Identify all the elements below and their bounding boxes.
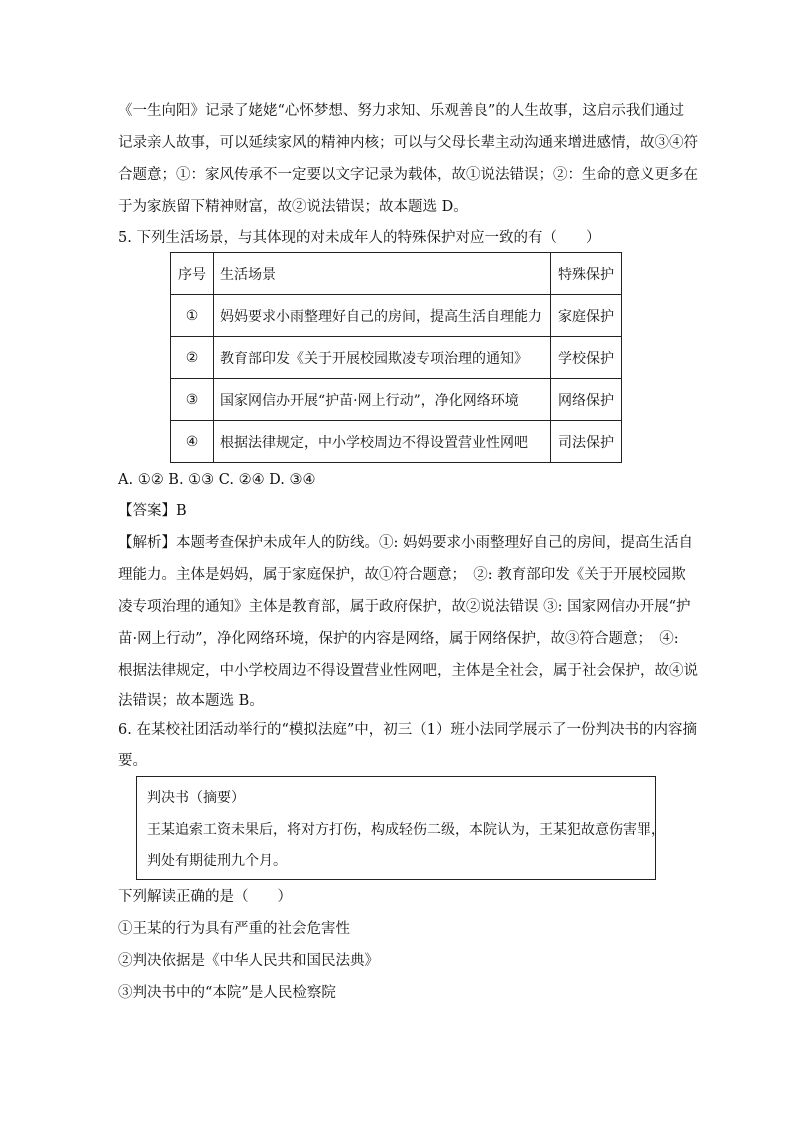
question-6-prompt: 下列解读正确的是（ ） — [118, 889, 292, 905]
table-row — [171, 337, 622, 379]
text-line: 法错误；故本题选 B。 — [118, 693, 264, 709]
text-line: 苗·网上行动”，净化网络环境，保护的内容是网络，属于网络保护，故③符合题意； ④: — [118, 631, 679, 647]
table-cell: 网络保护 — [551, 379, 622, 421]
text-line: 6. 在某校社团活动举行的“模拟法庭”中，初三（1）班小法同学展示了一份判决书的内容摘 — [118, 722, 697, 738]
table-cell: 司法保护 — [551, 421, 622, 463]
question-6-item: ②判决依据是《中华人民共和国民法典》 — [118, 953, 379, 969]
table-cell: ① — [171, 295, 214, 337]
judgment-line: 判处有期徒刑九个月。 — [147, 853, 287, 869]
table-cell: 根据法律规定，中小学校周边不得设置营业性网吧 — [214, 421, 551, 463]
judgment-title: 判决书（摘要） — [147, 790, 245, 806]
table-row — [171, 421, 622, 463]
table-cell: 妈妈要求小雨整理好自己的房间，提高生活自理能力 — [214, 295, 551, 337]
table-header-cell: 序号 — [171, 253, 214, 295]
text-line: 要。 — [118, 753, 147, 769]
judgment-box — [136, 776, 665, 880]
text-line: 合题意；①：家风传承不一定要以文字记录为载体，故①说法错误；②：生命的意义更多在 — [118, 167, 698, 183]
table-cell: ④ — [171, 421, 214, 463]
table-header-row — [171, 253, 622, 295]
table-cell: ③ — [171, 379, 214, 421]
question-5-answer: 【答案】B — [118, 503, 187, 519]
question-6-item: ①王某的行为具有严重的社会危害性 — [118, 921, 350, 937]
table-row — [171, 379, 622, 421]
text-line: 记录亲人故事，可以延续家风的精神内核；可以与父母长辈主动沟通来增进感情，故③④符 — [118, 135, 698, 151]
table-cell: ② — [171, 337, 214, 379]
text-line: 理能力。主体是妈妈，属于家庭保护，故①符合题意； ②: 教育部印发《关于开展校园欺 — [118, 567, 686, 583]
question-5-options: A. ①② B. ①③ C. ②④ D. ③④ — [118, 472, 316, 488]
text-line: 【解析】本题考查保护未成年人的防线。①: 妈妈要求小雨整理好自己的房间，提高生活自 — [118, 535, 693, 551]
text-line: 《一生向阳》记录了姥姥“心怀梦想、努力求知、乐观善良”的人生故事，这启示我们通过 — [118, 103, 684, 119]
judgment-line: 王某追索工资未果后，将对方打伤，构成轻伤二级，本院认为，王某犯故意伤害罪， — [147, 822, 665, 838]
text-line: 根据法律规定，中小学校周边不得设置营业性网吧，主体是全社会，属于社会保护，故④说 — [118, 663, 698, 679]
table-header-cell: 生活场景 — [214, 253, 551, 295]
table-row — [171, 295, 622, 337]
scene-table — [170, 252, 622, 463]
table-cell: 教育部印发《关于开展校园欺凌专项治理的通知》 — [214, 337, 551, 379]
table-header-cell: 特殊保护 — [551, 253, 622, 295]
question-6-item: ③判决书中的“本院”是人民检察院 — [118, 985, 336, 1001]
text-line: 凌专项治理的通知》主体是教育部，属于政府保护，故②说法错误 ③: 国家网信办开展“护 — [118, 599, 691, 615]
table-cell: 家庭保护 — [551, 295, 622, 337]
table-cell: 学校保护 — [551, 337, 622, 379]
table-cell: 国家网信办开展“护苗·网上行动”，净化网络环境 — [214, 379, 551, 421]
question-5-stem: 5. 下列生活场景，与其体现的对未成年人的特殊保护对应一致的有（ ） — [118, 230, 601, 246]
text-line: 于为家族留下精神财富，故②说法错误；故本题选 D。 — [118, 199, 468, 215]
